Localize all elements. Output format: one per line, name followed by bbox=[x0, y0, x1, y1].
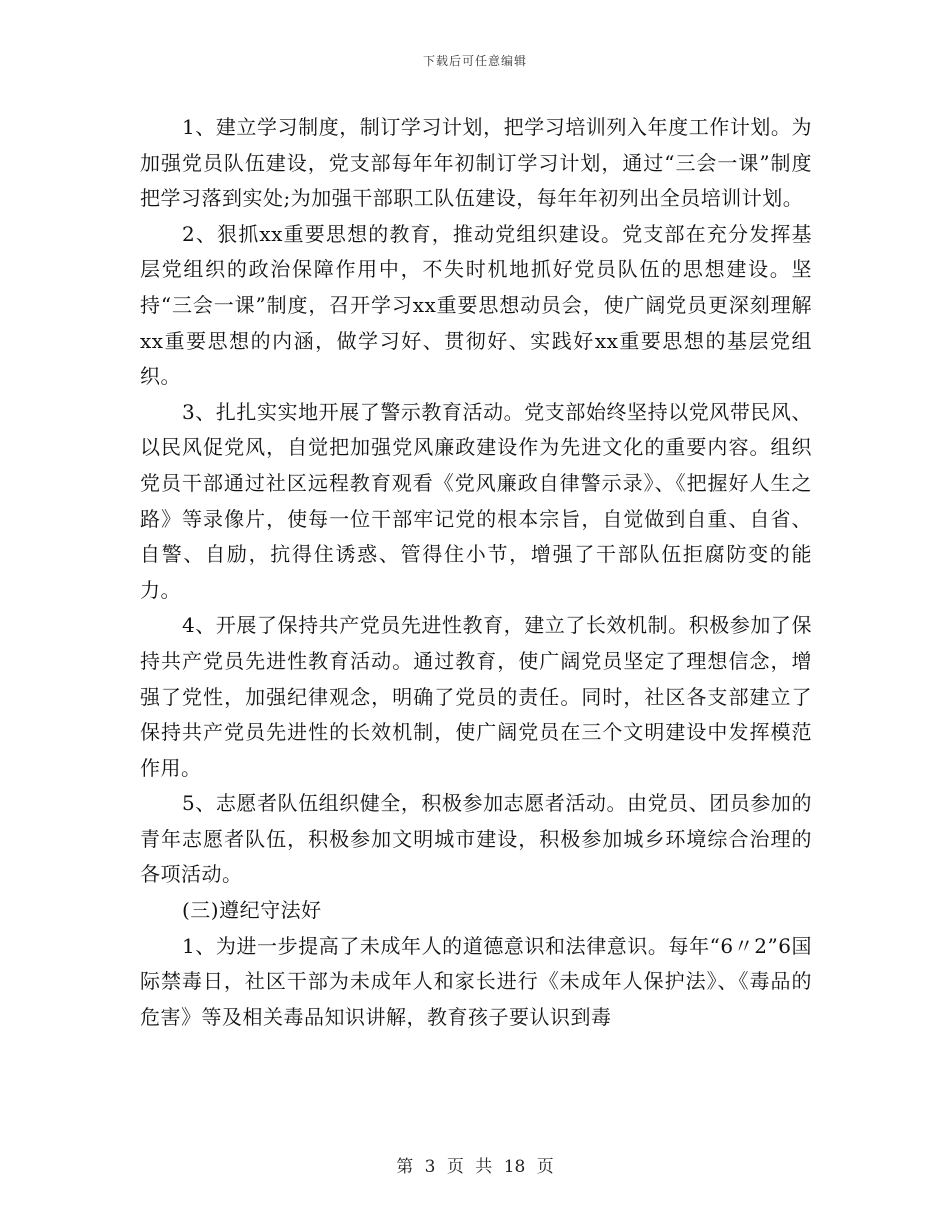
page-header-note: 下载后可任意编辑 bbox=[422, 54, 527, 68]
paragraph-3: 3、扎扎实实地开展了警示教育活动。党支部始终坚持以党风带民风、以民风促党风，自觉把加强党风廉政建设作为先进文化的重要内容。组织党员干部通过社区远程教育观看《党风廉政自律警示录》、《把握好人生之路》等录像片，使每一位干部牢记党的根本宗旨，自觉做到自重、自省、自警、自励，抗得住诱惑、管得住小节，增强了干部队伍拒腐防变的能力。 bbox=[140, 399, 812, 602]
section-heading-compliance: (三)遵纪守法好 bbox=[182, 898, 322, 923]
paragraph-4: 4、开展了保持共产党员先进性教育，建立了长效机制。积极参加了保持共产党员先进性教育活动。通过教育，使广阔党员坚定了理想信念，增强了党性，加强纪律观念，明确了党员的责任。同时，社区各支部建立了保持共产党员先进性的长效机制，使广阔党员在三个文明建设中发挥模范作用。 bbox=[140, 613, 812, 780]
paragraph-2: 2、狠抓xx重要思想的教育，推动党组织建设。党支部在充分发挥基层党组织的政治保障作用中，不失时机地抓好党员队伍的思想建设。坚持“三会一课”制度，召开学习xx重要思想动员会，使广阔党员更深刻理解xx重要思想的内涵，做学习好、贯彻好、实践好xx重要思想的基层党组织。 bbox=[140, 221, 812, 389]
page-number-footer: 第 3 页 共 18 页 bbox=[396, 1157, 554, 1177]
paragraph-1: 1、建立学习制度，制订学习计划，把学习培训列入年度工作计划。为加强党员队伍建设，党支部每年年初制订学习计划，通过“三会一课”制度把学习落到实处;为加强干部职工队伍建设，每年年初列出全员培训计划。 bbox=[140, 115, 812, 211]
document-body bbox=[140, 110, 812, 1035]
paragraph-5: 5、志愿者队伍组织健全，积极参加志愿者活动。由党员、团员参加的青年志愿者队伍，积极参加文明城市建设，积极参加城乡环境综合治理的各项活动。 bbox=[140, 791, 812, 887]
paragraph-6: 1、为进一步提高了未成年人的道德意识和法律意识。每年“6〃2”6国际禁毒日，社区干部为未成年人和家长进行《未成年人保护法》、《毒品的危害》等及相关毒品知识讲解，教育孩子要认识到毒 bbox=[140, 933, 812, 1029]
